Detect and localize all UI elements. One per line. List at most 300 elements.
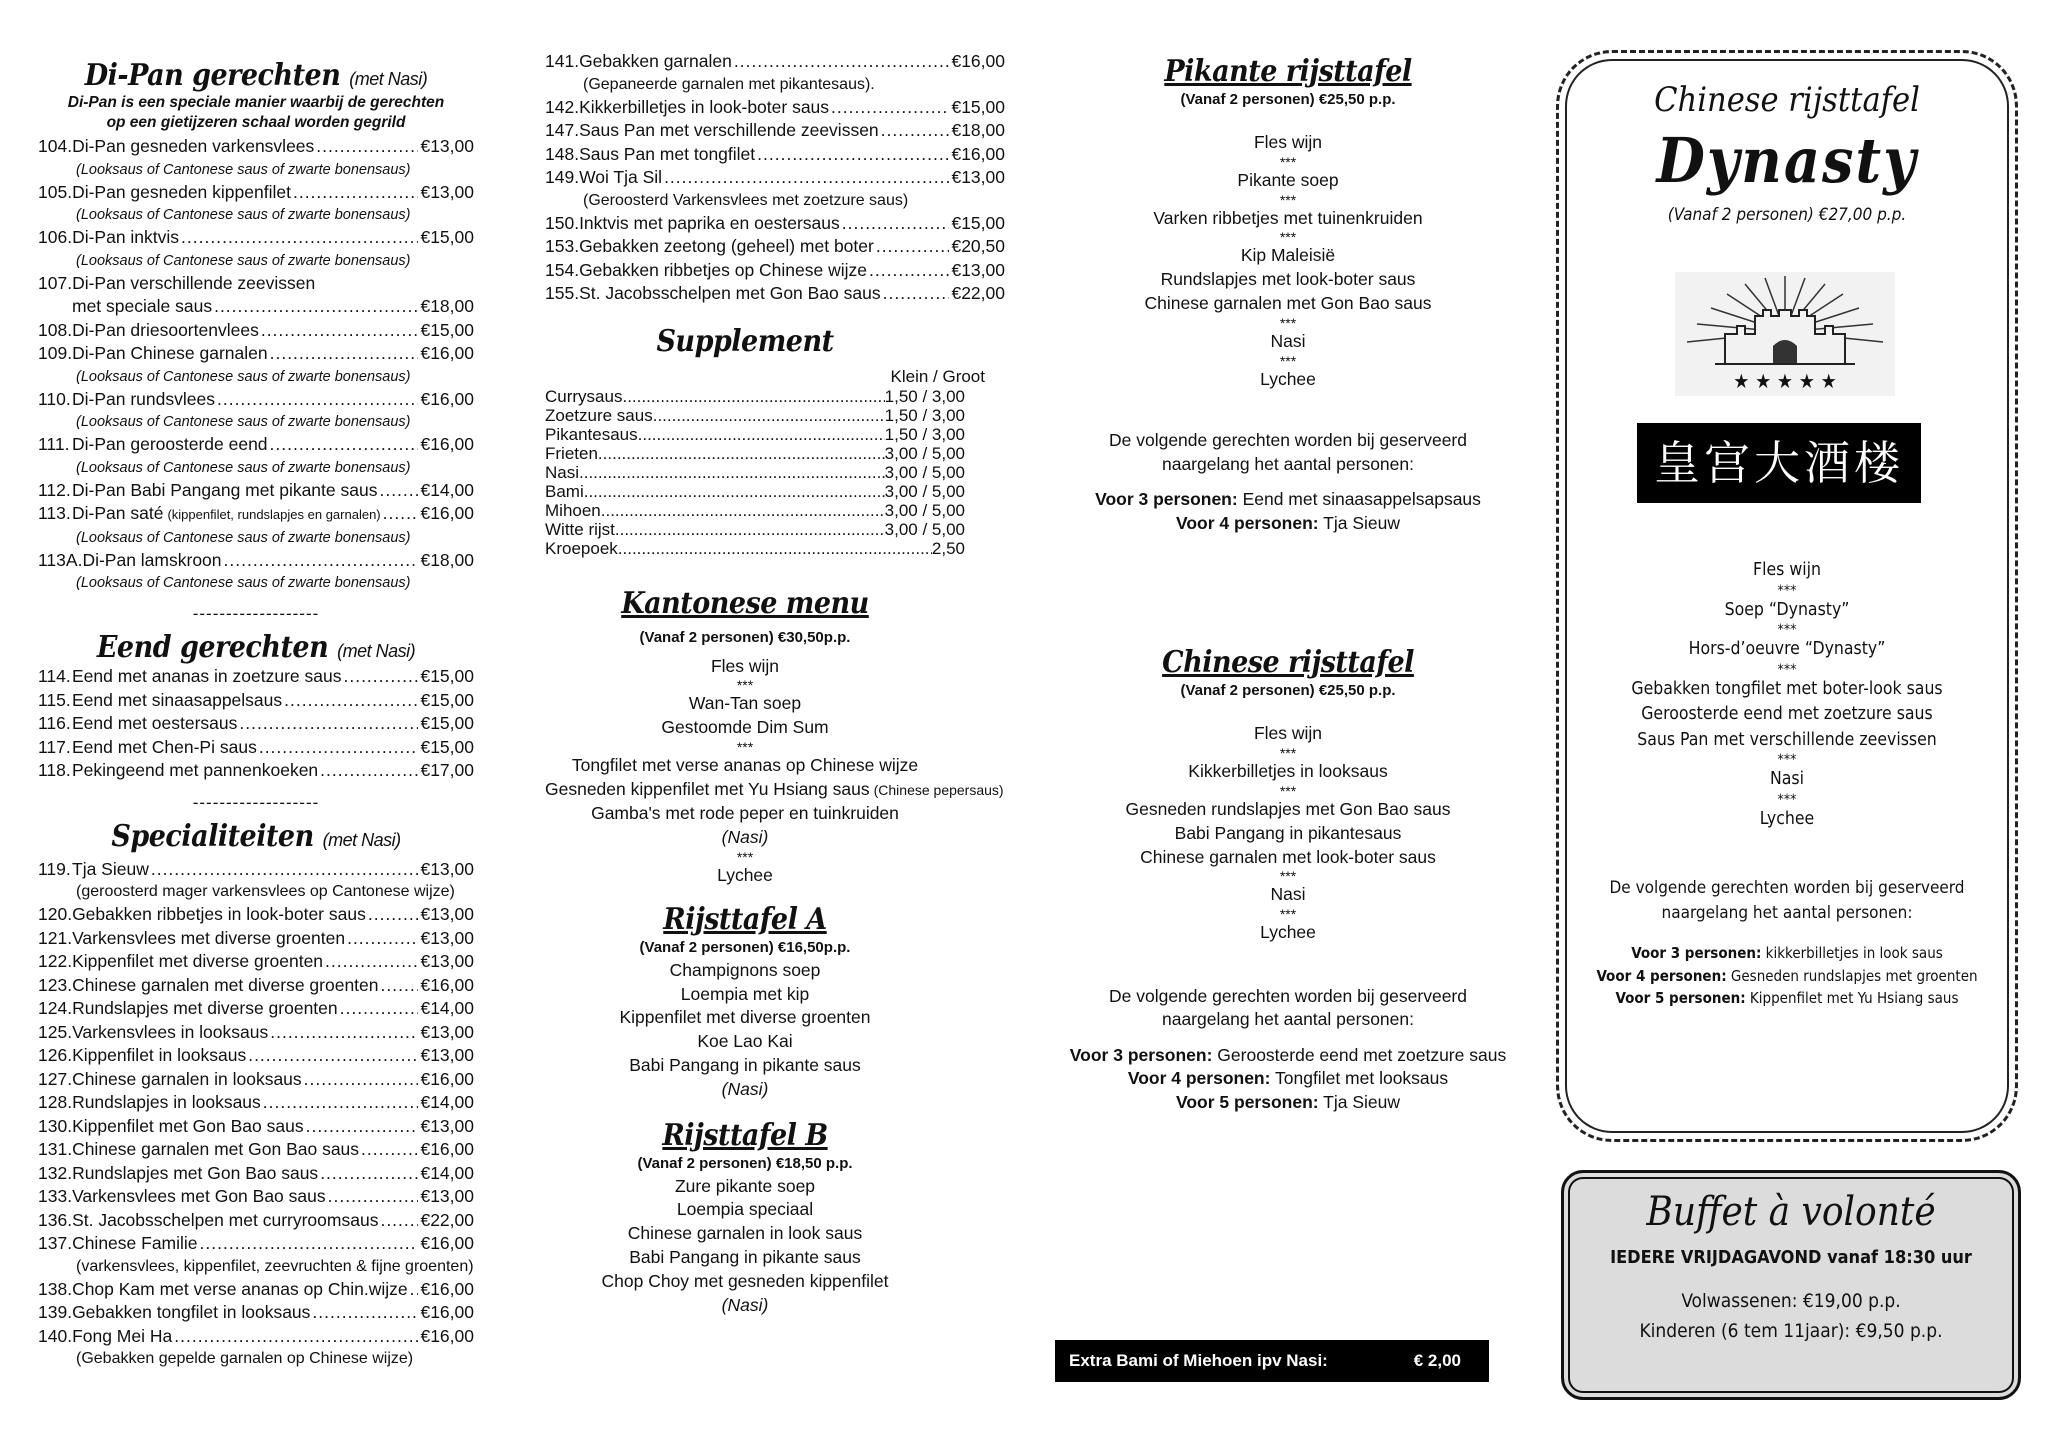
chinese-persons — [1068, 1044, 1508, 1115]
dish-name: Eend met sinaasappelsaus — [72, 689, 283, 710]
menu-line — [1068, 722, 1508, 746]
menu-line — [545, 692, 945, 716]
menu-line — [545, 802, 945, 826]
dish-number: 136. — [38, 1209, 73, 1230]
person-line — [1556, 965, 2018, 988]
supplement-row — [545, 482, 965, 501]
menu-line — [545, 1294, 945, 1318]
menu-line: Gebakken tongfilet met boter-look saus — [1631, 678, 1943, 699]
eend-note: (met Nasi) — [337, 641, 416, 661]
dot-leader — [263, 1091, 419, 1115]
person-dish: Tja Sieuw — [1318, 1091, 1400, 1112]
menu-line-text: *** — [736, 677, 754, 694]
menu-line: Lychee — [1759, 808, 1815, 829]
buffet-subtitle: IEDERE VRIJDAGAVOND vanaf 18:30 uur — [1610, 1247, 1972, 1268]
menu-line-text: Tongfilet met verse ananas op Chinese wijze — [571, 754, 919, 775]
dish-price: €14,00 — [420, 479, 474, 500]
person-count: Voor 4 personen: — [1596, 966, 1727, 985]
dish-price: €16,00 — [420, 974, 474, 995]
supplement-name: Pikantesaus — [545, 424, 638, 444]
menu-line — [545, 754, 945, 778]
dish-number: 117. — [38, 736, 71, 757]
menu-line-text: Gesneden rundslapjes met Gon Bao saus — [1125, 798, 1451, 819]
menu-line-text: *** — [1279, 153, 1297, 170]
menu-line-text: Nasi — [1270, 884, 1306, 905]
dot-leader — [881, 119, 950, 143]
dot-leader — [312, 1301, 418, 1325]
menu-line: Saus Pan met verschillende zeevissen — [1637, 729, 1937, 750]
dot-leader — [270, 1021, 418, 1045]
dot-leader — [200, 1232, 419, 1256]
person-count: Voor 3 personen: — [1069, 1044, 1213, 1065]
supplement-price: 3,00 / 5,00 — [884, 462, 965, 482]
dot-leader — [306, 1115, 419, 1139]
menu-line — [1068, 330, 1508, 354]
dish-row — [38, 858, 474, 882]
dish-name: Kippenfilet met Gon Bao saus — [72, 1115, 304, 1136]
dish-price: €16,00 — [420, 1302, 474, 1322]
pikante-price: (Vanaf 2 personen) €25,50 p.p. — [1180, 91, 1396, 108]
separator-stars: *** — [1777, 791, 1797, 808]
dish-price: €14,00 — [420, 1092, 474, 1112]
dish-row — [38, 974, 474, 998]
dish-number: 110. — [38, 388, 71, 409]
dish-number: 154. — [545, 259, 580, 280]
dish-row — [38, 226, 474, 250]
dish-name: Chinese garnalen in looksaus — [72, 1068, 302, 1089]
dish-price: €16,00 — [420, 1278, 474, 1299]
chinese-lines — [1068, 722, 1508, 945]
dish-description: (Gepaneerde garnalen met pikantesaus). — [583, 75, 875, 93]
dot-leader — [579, 463, 885, 482]
menu-line: Soep “Dynasty” — [1724, 599, 1850, 620]
dynasty-menu — [1556, 558, 2018, 1010]
dish-price: €16,00 — [951, 51, 1005, 71]
dish-name: St. Jacobsschelpen met Gon Bao saus — [579, 283, 881, 303]
dish-number: 104. — [38, 136, 73, 156]
special-note: (met Nasi) — [322, 829, 401, 850]
separator-stars — [545, 850, 945, 864]
dish-price: €18,00 — [420, 549, 474, 570]
dot-leader — [340, 997, 419, 1021]
column-1 — [38, 0, 474, 1370]
dish-name: Di-Pan driesoortenvlees — [72, 319, 259, 340]
dish-row — [38, 736, 474, 760]
dish-name: Gebakken garnalen — [579, 51, 732, 71]
pikante-lines — [1068, 131, 1508, 391]
menu-line-text: Chop Choy met gesneden kippenfilet — [601, 1270, 889, 1291]
dish-price: €16,00 — [951, 143, 1005, 164]
separator-stars — [1068, 784, 1508, 798]
menu-line-text: *** — [1279, 782, 1297, 799]
eend-list — [38, 665, 474, 783]
dish-row — [545, 235, 1005, 259]
dot-leader — [383, 502, 419, 526]
dish-name: Di-Pan gesneden varkensvlees — [72, 136, 315, 156]
supplement-price: 1,50 / 3,00 — [884, 386, 965, 406]
menu-line-text: (Nasi) — [721, 1294, 769, 1315]
dish-row — [38, 1232, 474, 1256]
menu-line-text: Koe Lao Kai — [697, 1031, 793, 1052]
menu-line-text: *** — [1279, 191, 1297, 208]
dish-row — [38, 479, 474, 503]
dish-name: Fong Mei Ha — [72, 1325, 173, 1346]
dot-leader — [653, 406, 885, 425]
dish-name: Di-Pan gesneden kippenfilet — [72, 181, 291, 202]
dot-leader — [293, 181, 419, 205]
dish-description: (Looksaus of Cantonese saus of zwarte bonensaus) — [76, 529, 411, 546]
pikante-title: Pikante rijsttafel — [1164, 54, 1412, 89]
dish-description: (Geroosterd Varkensvlees met zoetzure saus) — [583, 191, 909, 209]
dish-number: 149. — [545, 167, 580, 187]
person-count: Voor 3 personen: — [1631, 944, 1762, 962]
dipan-intro — [38, 93, 474, 133]
dish-name: Chinese garnalen met Gon Bao saus — [72, 1139, 360, 1159]
dot-leader — [757, 143, 949, 167]
separator-stars — [1068, 155, 1508, 169]
dynasty-title: Chinese rijsttafel — [1654, 80, 1920, 120]
dish-price: €17,00 — [420, 760, 474, 780]
dish-description: (Gebakken gepelde garnalen op Chinese wijze) — [76, 1350, 414, 1367]
pikante-note — [1068, 429, 1508, 476]
rijsttafel-b-price: (Vanaf 2 personen) €18,50 p.p. — [637, 1154, 853, 1172]
dish-row — [545, 259, 1005, 283]
supplement-name: Currysaus — [545, 386, 623, 406]
dish-number: 120. — [38, 904, 73, 924]
dish-name: Rundslapjes met diverse groenten — [72, 998, 338, 1018]
dish-row — [545, 119, 1005, 143]
supplement-row — [545, 387, 965, 406]
menu-line-text: *** — [1279, 906, 1297, 923]
menu-line — [1068, 207, 1508, 231]
dish-price: €14,00 — [420, 998, 474, 1018]
menu-line-text: Kikkerbilletjes in looksaus — [1188, 761, 1388, 782]
special-list — [38, 858, 474, 1371]
dish-number: 124. — [38, 998, 73, 1018]
buffet-box — [1561, 1170, 2021, 1400]
dish-description: (Looksaus of Cantonese saus of zwarte bonensaus) — [76, 414, 411, 430]
dish-number: 116. — [38, 713, 71, 733]
dish-number: 115. — [38, 689, 71, 710]
menu-line — [1068, 760, 1508, 784]
dot-leader — [248, 1044, 418, 1068]
dot-leader — [584, 482, 885, 501]
extra-price: € 2,00 — [1413, 1351, 1461, 1370]
dish-number: 123. — [38, 974, 73, 995]
supplement-name: Witte rijst — [545, 519, 615, 539]
dish-price: €13,00 — [420, 181, 474, 202]
menu-line-text: Kippenfilet met diverse groenten — [619, 1007, 871, 1028]
dish-row — [38, 927, 474, 951]
dot-leader — [259, 736, 419, 760]
dot-leader — [638, 425, 885, 444]
dot-leader — [876, 235, 950, 259]
dot-leader — [304, 1068, 419, 1092]
dish-number: 126. — [38, 1045, 73, 1065]
menu-line-text: Varken ribbetjes met tuinenkruiden — [1153, 207, 1423, 228]
dish-name: Chop Kam met verse ananas op Chin.wijze — [72, 1278, 408, 1299]
person-dish: Eend met sinaasappelsapsaus — [1237, 489, 1481, 510]
dish-price: €13,00 — [420, 1115, 474, 1136]
special-title: Specialiteiten — [111, 818, 314, 854]
col2-list — [545, 50, 1005, 306]
dot-leader — [380, 1209, 418, 1233]
menu-line: Fles wijn — [1753, 560, 1821, 580]
dish-row — [38, 433, 474, 457]
menu-line — [1068, 244, 1508, 268]
supplement-name: Mihoen — [545, 500, 601, 520]
dish-row — [38, 997, 474, 1021]
dish-name: Di-Pan saté — [72, 503, 164, 523]
menu-line-text: Zure pikante soep — [674, 1175, 816, 1196]
dish-number: 121. — [38, 927, 73, 948]
menu-line-text: Gesneden kippenfilet met Yu Hsiang saus — [545, 778, 870, 799]
supplement-row — [545, 520, 965, 539]
person-dish: Tongfilet met looksaus — [1270, 1068, 1449, 1089]
dish-price: €16,00 — [420, 388, 474, 409]
dish-row — [545, 166, 1005, 190]
dish-price: €20,50 — [951, 236, 1005, 256]
menu-line — [1068, 846, 1508, 870]
chinese-note — [1068, 985, 1508, 1032]
dot-leader — [869, 259, 949, 283]
dynasty-note — [1556, 876, 2018, 926]
menu-line-text: Gestoomde Dim Sum — [661, 717, 829, 738]
dish-price: €13,00 — [420, 951, 474, 971]
dish-description: (Looksaus of Cantonese saus of zwarte bonensaus) — [76, 459, 411, 476]
dish-price: €15,00 — [420, 666, 474, 686]
separator-2: ------------------- — [192, 792, 320, 812]
menu-line-note: (Chinese pepersaus) — [873, 781, 1004, 798]
dot-leader — [320, 1162, 418, 1186]
kanton-price: (Vanaf 2 personen) €30,50p.p. — [639, 628, 851, 646]
dish-price: €15,00 — [420, 689, 474, 710]
menu-line-text: Loempia met kip — [680, 983, 810, 1004]
menu-line-text: Babi Pangang in pikante saus — [629, 1055, 861, 1076]
supplement-header: Klein / Groot — [890, 366, 985, 386]
dot-leader — [379, 479, 418, 503]
pikante-note-line-2: naargelang het aantal personen: — [1161, 453, 1414, 474]
dish-name: Eend met ananas in zoetzure saus — [72, 666, 342, 686]
dish-number: 131. — [38, 1139, 73, 1159]
dynasty-name: Dynasty — [1656, 124, 1918, 197]
person-dish: Gesneden rundslapjes met groenten — [1726, 966, 1978, 985]
dish-number: 118. — [38, 760, 71, 780]
supplement-title: Supplement — [656, 323, 834, 359]
supplement-name: Nasi — [545, 462, 580, 482]
dipan-intro-line-1: Di-Pan is een speciale manier waarbij de gerechten — [67, 94, 445, 111]
supplement-list — [545, 387, 1005, 558]
menu-line — [1068, 169, 1508, 193]
dish-row — [38, 1115, 474, 1139]
menu-line-text: *** — [1279, 868, 1297, 885]
dot-leader — [325, 950, 418, 974]
menu-line — [1068, 368, 1508, 392]
dish-row — [545, 212, 1005, 236]
dish-description: (geroosterd mager varkensvlees op Cantonese wijze) — [76, 883, 455, 900]
dish-number: 113. — [38, 503, 71, 523]
supplement-row — [545, 463, 965, 482]
separator-stars — [1068, 869, 1508, 883]
dynasty-note-line-2: naargelang het aantal personen: — [1661, 903, 1913, 923]
menu-line — [545, 1006, 945, 1030]
dish-price: €13,00 — [420, 1045, 474, 1065]
dish-name: Di-Pan lamskroon — [82, 549, 222, 570]
dish-price: €13,00 — [420, 1186, 474, 1206]
dish-price: €18,00 — [420, 296, 474, 316]
person-dish: Geroosterde eend met zoetzure saus — [1212, 1044, 1507, 1065]
supplement-row — [545, 425, 965, 444]
dish-name: Varkensvlees met diverse groenten — [72, 927, 346, 948]
dish-number: 139. — [38, 1302, 73, 1322]
dish-number: 108. — [38, 319, 73, 340]
dish-name: Gebakken ribbetjes op Chinese wijze — [579, 259, 868, 280]
dipan-list — [38, 135, 474, 594]
castle-logo-icon — [1675, 272, 1895, 396]
person-dish: Tja Sieuw — [1318, 512, 1400, 533]
kanton-title: Kantonese menu — [621, 585, 869, 621]
dot-leader — [217, 388, 418, 412]
menu-line — [545, 655, 945, 679]
dish-row — [545, 143, 1005, 167]
dot-leader — [151, 858, 419, 882]
dish-price: €15,00 — [420, 713, 474, 733]
dish-price: €16,00 — [420, 343, 474, 363]
dish-number: 113A. — [38, 549, 83, 570]
menu-line-text: Babi Pangang in pikantesaus — [1174, 822, 1402, 843]
menu-line-text: *** — [1279, 314, 1297, 331]
menu-line-text: Chinese garnalen met Gon Bao saus — [1144, 292, 1432, 313]
dot-leader — [615, 520, 885, 539]
dish-price: €13,00 — [420, 1021, 474, 1042]
dish-price: €16,00 — [420, 1139, 474, 1159]
dot-leader — [618, 539, 932, 558]
supplement-row — [545, 444, 965, 463]
logo-stars: ★ ★ ★ ★ ★ — [1733, 369, 1837, 393]
dish-price: €18,00 — [951, 120, 1005, 140]
menu-line-text: Lychee — [1260, 368, 1316, 389]
dish-name: met speciale saus — [72, 296, 213, 316]
rijsttafel-a-lines — [545, 959, 945, 1102]
dish-name: Saus Pan met verschillende zeevissen — [579, 120, 879, 140]
dot-leader — [343, 665, 418, 689]
dynasty-persons — [1556, 942, 2018, 1010]
dish-price: €13,00 — [951, 167, 1005, 187]
dot-leader — [664, 166, 949, 190]
dish-name-note: (kippenfilet, rundslapjes en garnalen) — [167, 507, 381, 522]
menu-line — [545, 1198, 945, 1222]
dynasty-lines — [1556, 558, 2018, 832]
dot-leader — [261, 319, 419, 343]
person-line — [1068, 512, 1508, 536]
menu-line-text: Fles wijn — [1253, 723, 1323, 744]
dish-name: Di-Pan rundsvlees — [72, 388, 215, 409]
dish-row — [38, 1044, 474, 1068]
person-count: Voor 5 personen: — [1175, 1091, 1319, 1112]
menu-line-text: *** — [1279, 229, 1297, 246]
extra-bami-bar — [1055, 1340, 1489, 1382]
dot-leader — [270, 433, 419, 457]
dynasty-price: (Vanaf 2 personen) €27,00 p.p. — [1667, 205, 1907, 225]
dish-number: 141. — [545, 51, 580, 71]
dish-price: €13,00 — [951, 259, 1005, 280]
dish-name: Tja Sieuw — [72, 858, 149, 879]
dish-description: (varkensvlees, kippenfilet, zeevruchten & fijne groenten) — [76, 1257, 474, 1275]
dish-number: 119. — [38, 858, 71, 879]
dish-number: 140. — [38, 1325, 73, 1346]
dish-price: €22,00 — [951, 283, 1005, 303]
menu-line-text: Rundslapjes met look-boter saus — [1160, 269, 1416, 290]
dish-name: Gebakken zeetong (geheel) met boter — [579, 236, 874, 256]
separator-stars: *** — [1777, 752, 1797, 768]
buffet-kids-price: Kinderen (6 tem 11jaar): €9,50 p.p. — [1639, 1320, 1943, 1342]
dot-leader — [320, 759, 418, 783]
dish-number: 147. — [545, 120, 580, 140]
column-2 — [545, 0, 1005, 1317]
eend-section-title — [38, 630, 474, 665]
dot-leader — [361, 1138, 418, 1162]
chinese-name-plate: 皇宫大酒楼 — [1637, 423, 1921, 503]
menu-line — [1068, 268, 1508, 292]
menu-line — [1068, 921, 1508, 945]
dish-price: €16,00 — [420, 1233, 474, 1253]
pikante-note-line-1: De volgende gerechten worden bij geserveerd — [1108, 430, 1467, 451]
dipan-title: Di-Pan gerechten — [84, 58, 341, 93]
dynasty-note-line-1: De volgende gerechten worden bij geserveerd — [1609, 878, 1965, 898]
menu-line — [545, 826, 945, 850]
menu-line: Geroosterde eend met zoetzure saus — [1641, 704, 1933, 724]
dish-row — [38, 1325, 474, 1349]
supplement-price: 1,50 / 3,00 — [884, 405, 965, 425]
dish-name: Di-Pan Chinese garnalen — [72, 343, 268, 363]
menu-line-text: Chinese garnalen in look saus — [627, 1223, 863, 1244]
menu-line — [545, 1222, 945, 1246]
dish-price: €16,00 — [420, 503, 474, 523]
supplement-price: 2,50 — [931, 538, 965, 558]
menu-line-text: *** — [736, 738, 754, 755]
dot-leader — [831, 96, 949, 120]
dish-row — [38, 1162, 474, 1186]
dot-leader — [328, 1185, 419, 1209]
dish-number: 142. — [545, 96, 580, 117]
menu-line-text: Loempia speciaal — [676, 1199, 814, 1220]
dish-number: 137. — [38, 1233, 73, 1253]
dish-price: €16,00 — [420, 434, 474, 454]
dish-number: 111. — [38, 434, 70, 454]
dish-number: 105. — [38, 181, 73, 202]
buffet-adult-price: Volwassenen: €19,00 p.p. — [1681, 1290, 1901, 1312]
dish-name: Varkensvlees in looksaus — [72, 1021, 269, 1042]
menu-line-text: Fles wijn — [1253, 132, 1323, 152]
dish-row — [545, 282, 1005, 306]
person-count: Voor 4 personen: — [1175, 512, 1319, 533]
dot-leader — [239, 712, 418, 736]
dot-leader — [622, 387, 884, 406]
dish-number: 148. — [545, 143, 580, 164]
supplement-price: 3,00 / 5,00 — [884, 481, 965, 501]
person-dish: kikkerbilletjes in look saus — [1761, 944, 1943, 962]
supplement-price: 3,00 / 5,00 — [884, 519, 965, 539]
person-dish: Kippenfilet met Yu Hsiang saus — [1745, 989, 1959, 1007]
dish-description: (Looksaus of Cantonese saus of zwarte bonensaus) — [76, 207, 411, 223]
separator-stars: *** — [1777, 622, 1797, 638]
menu-line-text: Chinese garnalen met look-boter saus — [1140, 846, 1436, 867]
person-line — [1556, 942, 2018, 965]
chinese-title: Chinese rijsttafel — [1162, 645, 1414, 681]
supplement-price: 3,00 / 5,00 — [884, 500, 965, 520]
dish-number: 130. — [38, 1115, 73, 1136]
dish-number: 128. — [38, 1092, 73, 1112]
